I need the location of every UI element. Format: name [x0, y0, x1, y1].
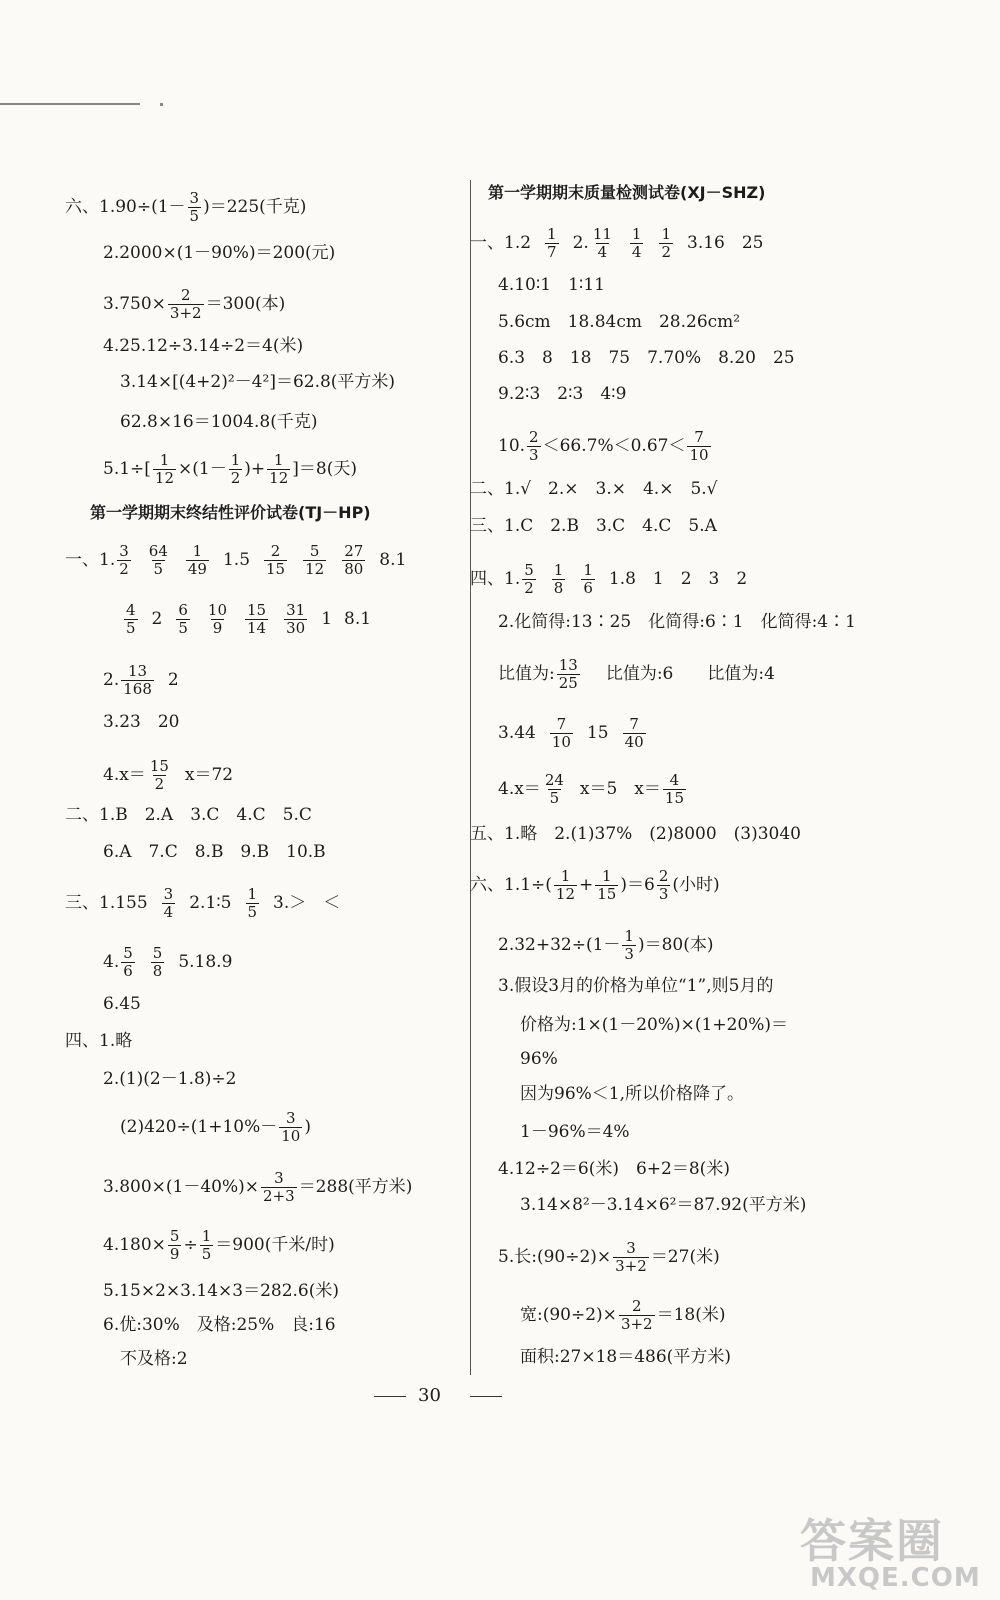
answer-line: 3.14×8²－3.14×6²＝87.92(平方米): [520, 1195, 807, 1215]
answer-line: 面积:27×18＝486(平方米): [520, 1347, 731, 1367]
answer-line: 5.长:(90÷2)× $\frac{3}{3+2}$ ＝27(米): [498, 1239, 720, 1275]
answer-line: 2.32+32÷(1－ $\frac{1}{3}$ )＝80(本): [498, 927, 714, 963]
answer-line: 4. $\frac{5}{6}$ $\frac{5}{8}$ 5.18.9: [103, 944, 233, 980]
answer-line: 4.x＝ $\frac{24}{5}$ x＝5 x＝ $\frac{4}{15}$: [498, 771, 684, 807]
answer-line: 3.假设3月的价格为单位“1”,则5月的: [498, 976, 774, 996]
answer-line: 9.2∶3 2∶3 4∶9: [498, 384, 627, 404]
answer-line: 六、1.1÷( $\frac{1}{12}$ + $\frac{1}{15}$ )＝6 $\frac{2}{3}$ (小时): [470, 867, 720, 903]
page-number-dash-right: [470, 1396, 502, 1397]
section-heading: 第一学期期末终结性评价试卷(TJ－HP): [90, 503, 371, 522]
answer-line: 6.优:30% 及格:25% 良:16: [103, 1315, 336, 1335]
answer-line: $\frac{4}{5}$ 2 $\frac{6}{5}$ $\frac{10}{9}$ $\frac{15}{14}$ $\frac{31}{30}$ 1 8.1: [126, 601, 372, 637]
answer-line: 二、1.√ 2.× 3.× 4.× 5.√: [470, 479, 718, 499]
answer-line: 2. $\frac{13}{168}$ 2: [103, 662, 179, 698]
answer-line: 4.12÷2＝6(米) 6+2＝8(米): [498, 1159, 730, 1179]
answer-line: 宽:(90÷2)× $\frac{2}{3+2}$ ＝18(米): [520, 1297, 726, 1333]
answer-line: 96%: [520, 1049, 558, 1069]
answer-line: 4.10∶1 1∶11: [498, 275, 605, 295]
answer-line: 二、1.B 2.A 3.C 4.C 5.C: [65, 805, 312, 825]
answer-line: 比值为: $\frac{13}{25}$ 比值为:6 比值为:4: [498, 656, 775, 692]
answer-line: 一、1.2 $\frac{1}{7}$ 2. $\frac{11}{4}$ $\frac{1}{4}$ $\frac{1}{2}$ 3.16 25: [470, 225, 764, 261]
answer-line: 5.6cm 18.84cm 28.26cm²: [498, 312, 741, 332]
answer-line: 价格为:1×(1－20%)×(1+20%)＝: [520, 1015, 789, 1035]
page-number: 30: [418, 1385, 441, 1406]
top-dot: [160, 103, 163, 106]
watermark-url-text: MXQE.COM: [810, 1563, 981, 1593]
answer-line: 四、1.略: [65, 1031, 133, 1051]
answer-line: 4.180× $\frac{5}{9}$ ÷ $\frac{1}{5}$ ＝900(千米/时): [103, 1227, 335, 1263]
answer-line: 6.45: [103, 994, 141, 1014]
answer-line: 1－96%＝4%: [520, 1122, 630, 1142]
answer-line: 2.2000×(1－90%)＝200(元): [103, 243, 336, 263]
answer-line: 2.化简得:13∶25 化简得:6∶1 化简得:4∶1: [498, 612, 856, 632]
answer-line: 6.A 7.C 8.B 9.B 10.B: [103, 842, 326, 862]
answer-line: 3.750× $\frac{2}{3+2}$ ＝300(本): [103, 286, 286, 322]
answer-line: (2)420÷(1+10%－ $\frac{3}{10}$ ): [120, 1109, 311, 1145]
answer-line: 一、1. $\frac{3}{2}$ $\frac{64}{5}$ $\frac{1}{49}$ 1.5 $\frac{2}{15}$ $\frac{5}{12}$ $\frac{27}{80}$ 8.1: [65, 542, 407, 578]
answer-line: 三、1.155 $\frac{3}{4}$ 2.1∶5 $\frac{1}{5}$ 3.＞ ＜: [65, 885, 341, 921]
answer-line: 3.14×[(4+2)²－4²]＝62.8(平方米): [120, 372, 396, 392]
section-heading: 第一学期期末质量检测试卷(XJ－SHZ): [488, 183, 766, 202]
answer-line: 3.800×(1－40%)× $\frac{3}{2+3}$ ＝288(平方米): [103, 1169, 413, 1205]
top-rule: [0, 103, 140, 105]
answer-line: 四、1. $\frac{5}{2}$ $\frac{1}{8}$ $\frac{1}{6}$ 1.8 1 2 3 2: [470, 561, 748, 597]
answer-line: 10. $\frac{2}{3}$ ＜66.7%＜0.67＜ $\frac{7}{10}$: [498, 428, 709, 464]
watermark-logo: [800, 1505, 990, 1595]
answer-line: 6.3 8 18 75 7.70% 8.20 25: [498, 348, 795, 368]
page-number-dash-left: [374, 1396, 406, 1397]
answer-line: 3.44 $\frac{7}{10}$ 15 $\frac{7}{40}$: [498, 715, 644, 751]
answer-line: 六、1.90÷(1－ $\frac{3}{5}$ )＝225(千克): [65, 189, 307, 225]
answer-line: 3.23 20: [103, 712, 180, 732]
answer-line: 5.1÷[ $\frac{1}{12}$ ×(1－ $\frac{1}{2}$ )+ $\frac{1}{12}$ ]＝8(天): [103, 451, 357, 487]
answer-line: 五、1.略 2.(1)37% (2)8000 (3)3040: [470, 824, 801, 844]
answer-line: 2.(1)(2－1.8)÷2: [103, 1069, 237, 1089]
answer-line: 5.15×2×3.14×3＝282.6(米): [103, 1281, 339, 1301]
column-divider: [470, 180, 471, 1375]
watermark-logo-text: 答案圈: [800, 1514, 944, 1568]
answer-line: 因为96%＜1,所以价格降了。: [520, 1084, 745, 1104]
answer-line: 4.x＝ $\frac{15}{2}$ x＝72: [103, 757, 234, 793]
answer-line: 三、1.C 2.B 3.C 4.C 5.A: [470, 516, 717, 536]
answer-line: 62.8×16＝1004.8(千克): [120, 412, 318, 432]
answer-line: 4.25.12÷3.14÷2＝4(米): [103, 336, 304, 356]
answer-line: 不及格:2: [120, 1349, 188, 1369]
